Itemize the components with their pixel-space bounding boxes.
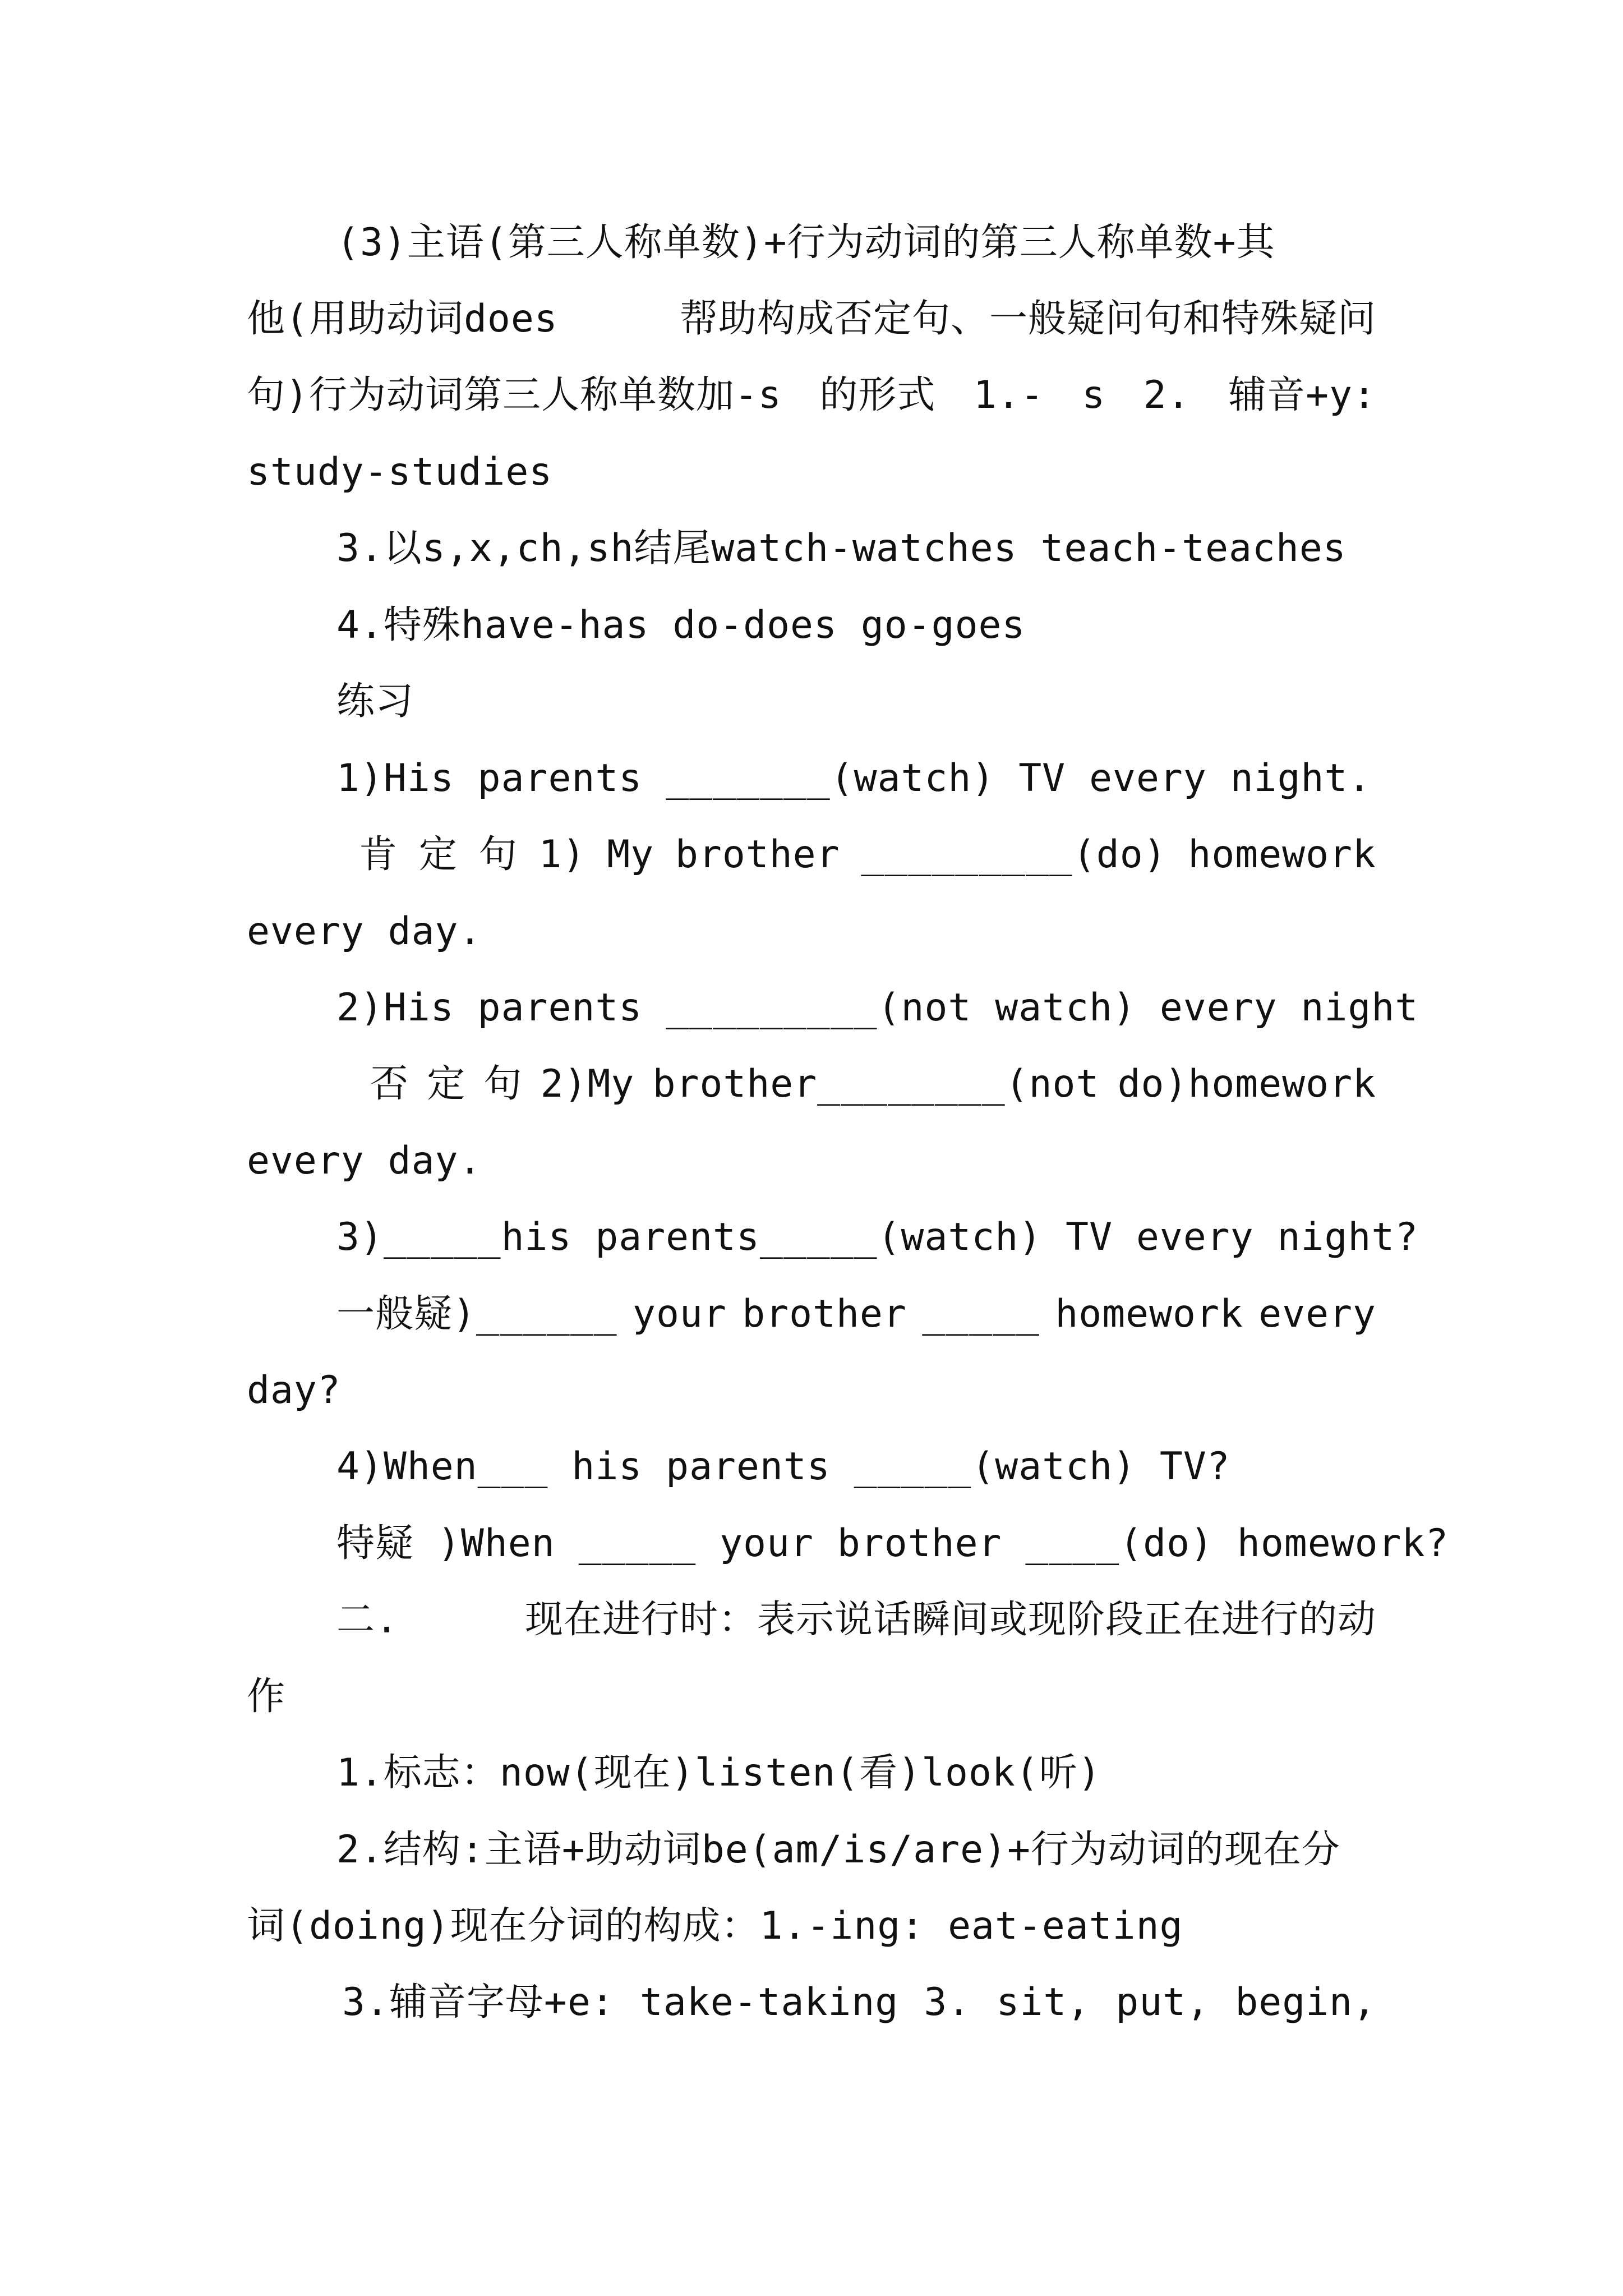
text-line <box>336 1598 1376 1642</box>
text-token: brother <box>742 1292 907 1336</box>
text-token: 现在进行时：表示说话瞬间或现阶段正在进行的动 <box>524 1598 1376 1642</box>
text-token: homework <box>1188 832 1376 877</box>
text-token: 辅音+y: <box>1228 373 1376 417</box>
text-token: 句 <box>483 1062 523 1106</box>
text-token: 1) <box>538 832 586 877</box>
text-line <box>336 220 1376 265</box>
text-line: 4)When___ his parents _____(watch) TV? <box>336 1444 1230 1489</box>
text-token: 一般疑)______ <box>336 1292 617 1336</box>
text-line <box>247 297 1376 342</box>
text-token: every <box>1258 1292 1376 1336</box>
text-line: 2)His parents _________(not watch) every night <box>336 986 1419 1030</box>
text-token: My <box>607 832 654 877</box>
text-token: your <box>633 1292 727 1336</box>
text-line: 3)_____his parents_____(watch) TV every night? <box>336 1215 1419 1259</box>
text-line: 练习 <box>336 679 414 724</box>
text-token: 肯 <box>359 832 398 877</box>
text-token: begin, <box>1235 1980 1376 2024</box>
text-token: _____ <box>922 1292 1040 1336</box>
text-line: 词(doing)现在分词的构成：1.-ing: eat-eating <box>247 1904 1183 1948</box>
text-line: 4.特殊have-has do-does go-goes <box>336 603 1026 647</box>
text-line: every day. <box>247 1139 482 1183</box>
text-token: 否 <box>370 1062 409 1106</box>
text-token: 定 <box>427 1062 466 1106</box>
text-token: 2. <box>1143 373 1191 417</box>
text-token: 帮助构成否定句、一般疑问句和特殊疑问 <box>679 297 1376 341</box>
text-token: _________(do) <box>861 832 1167 877</box>
text-token: brother________(not <box>652 1062 1100 1106</box>
text-token: sit, <box>996 1980 1091 2024</box>
text-token: 2.结构:主语+助动词be(am/is/are)+行为动词的现在分 <box>336 1828 1340 1872</box>
text-line: 1)His parents _______(watch) TV every night. <box>336 756 1372 800</box>
text-token: put, <box>1115 1980 1210 2024</box>
text-line: every day. <box>247 909 482 954</box>
text-token: s <box>1082 373 1106 417</box>
text-token: 2)My <box>540 1062 635 1106</box>
text-line: 3.以s,x,ch,sh结尾watch-watches teach-teaches <box>336 526 1347 570</box>
text-line: day? <box>247 1368 341 1412</box>
text-token: do)homework <box>1117 1062 1376 1106</box>
text-line: study-studies <box>247 450 553 494</box>
text-token: 3.辅音字母+e: <box>342 1980 615 2024</box>
text-line <box>359 832 1376 877</box>
text-token: 句 <box>478 832 518 877</box>
text-line <box>342 1980 1376 2025</box>
text-token: brother <box>675 832 840 877</box>
text-token: 的形式 <box>819 373 936 417</box>
text-token: homework <box>1055 1292 1243 1336</box>
text-line: 1.标志：now(现在)listen(看)look(听) <box>336 1751 1101 1795</box>
text-token: 1.- <box>973 373 1044 417</box>
text-line: 作 <box>247 1674 286 1719</box>
text-line <box>370 1062 1376 1107</box>
text-token: 3. <box>924 1980 971 2024</box>
text-token: 句)行为动词第三人称单数加-s <box>247 373 782 417</box>
text-line <box>247 373 1376 418</box>
text-token: 他(用助动词does <box>247 297 558 341</box>
text-line: 特疑 )When _____ your brother ____(do) homework? <box>336 1521 1449 1566</box>
text-token: 定 <box>418 832 458 877</box>
text-token: take-taking <box>639 1980 899 2024</box>
text-token: 二. <box>336 1598 399 1642</box>
text-token: (3)主语(第三人称单数)+行为动词的第三人称单数+其 <box>336 220 1275 265</box>
text-line <box>336 1292 1376 1337</box>
text-line <box>336 1828 1376 1872</box>
